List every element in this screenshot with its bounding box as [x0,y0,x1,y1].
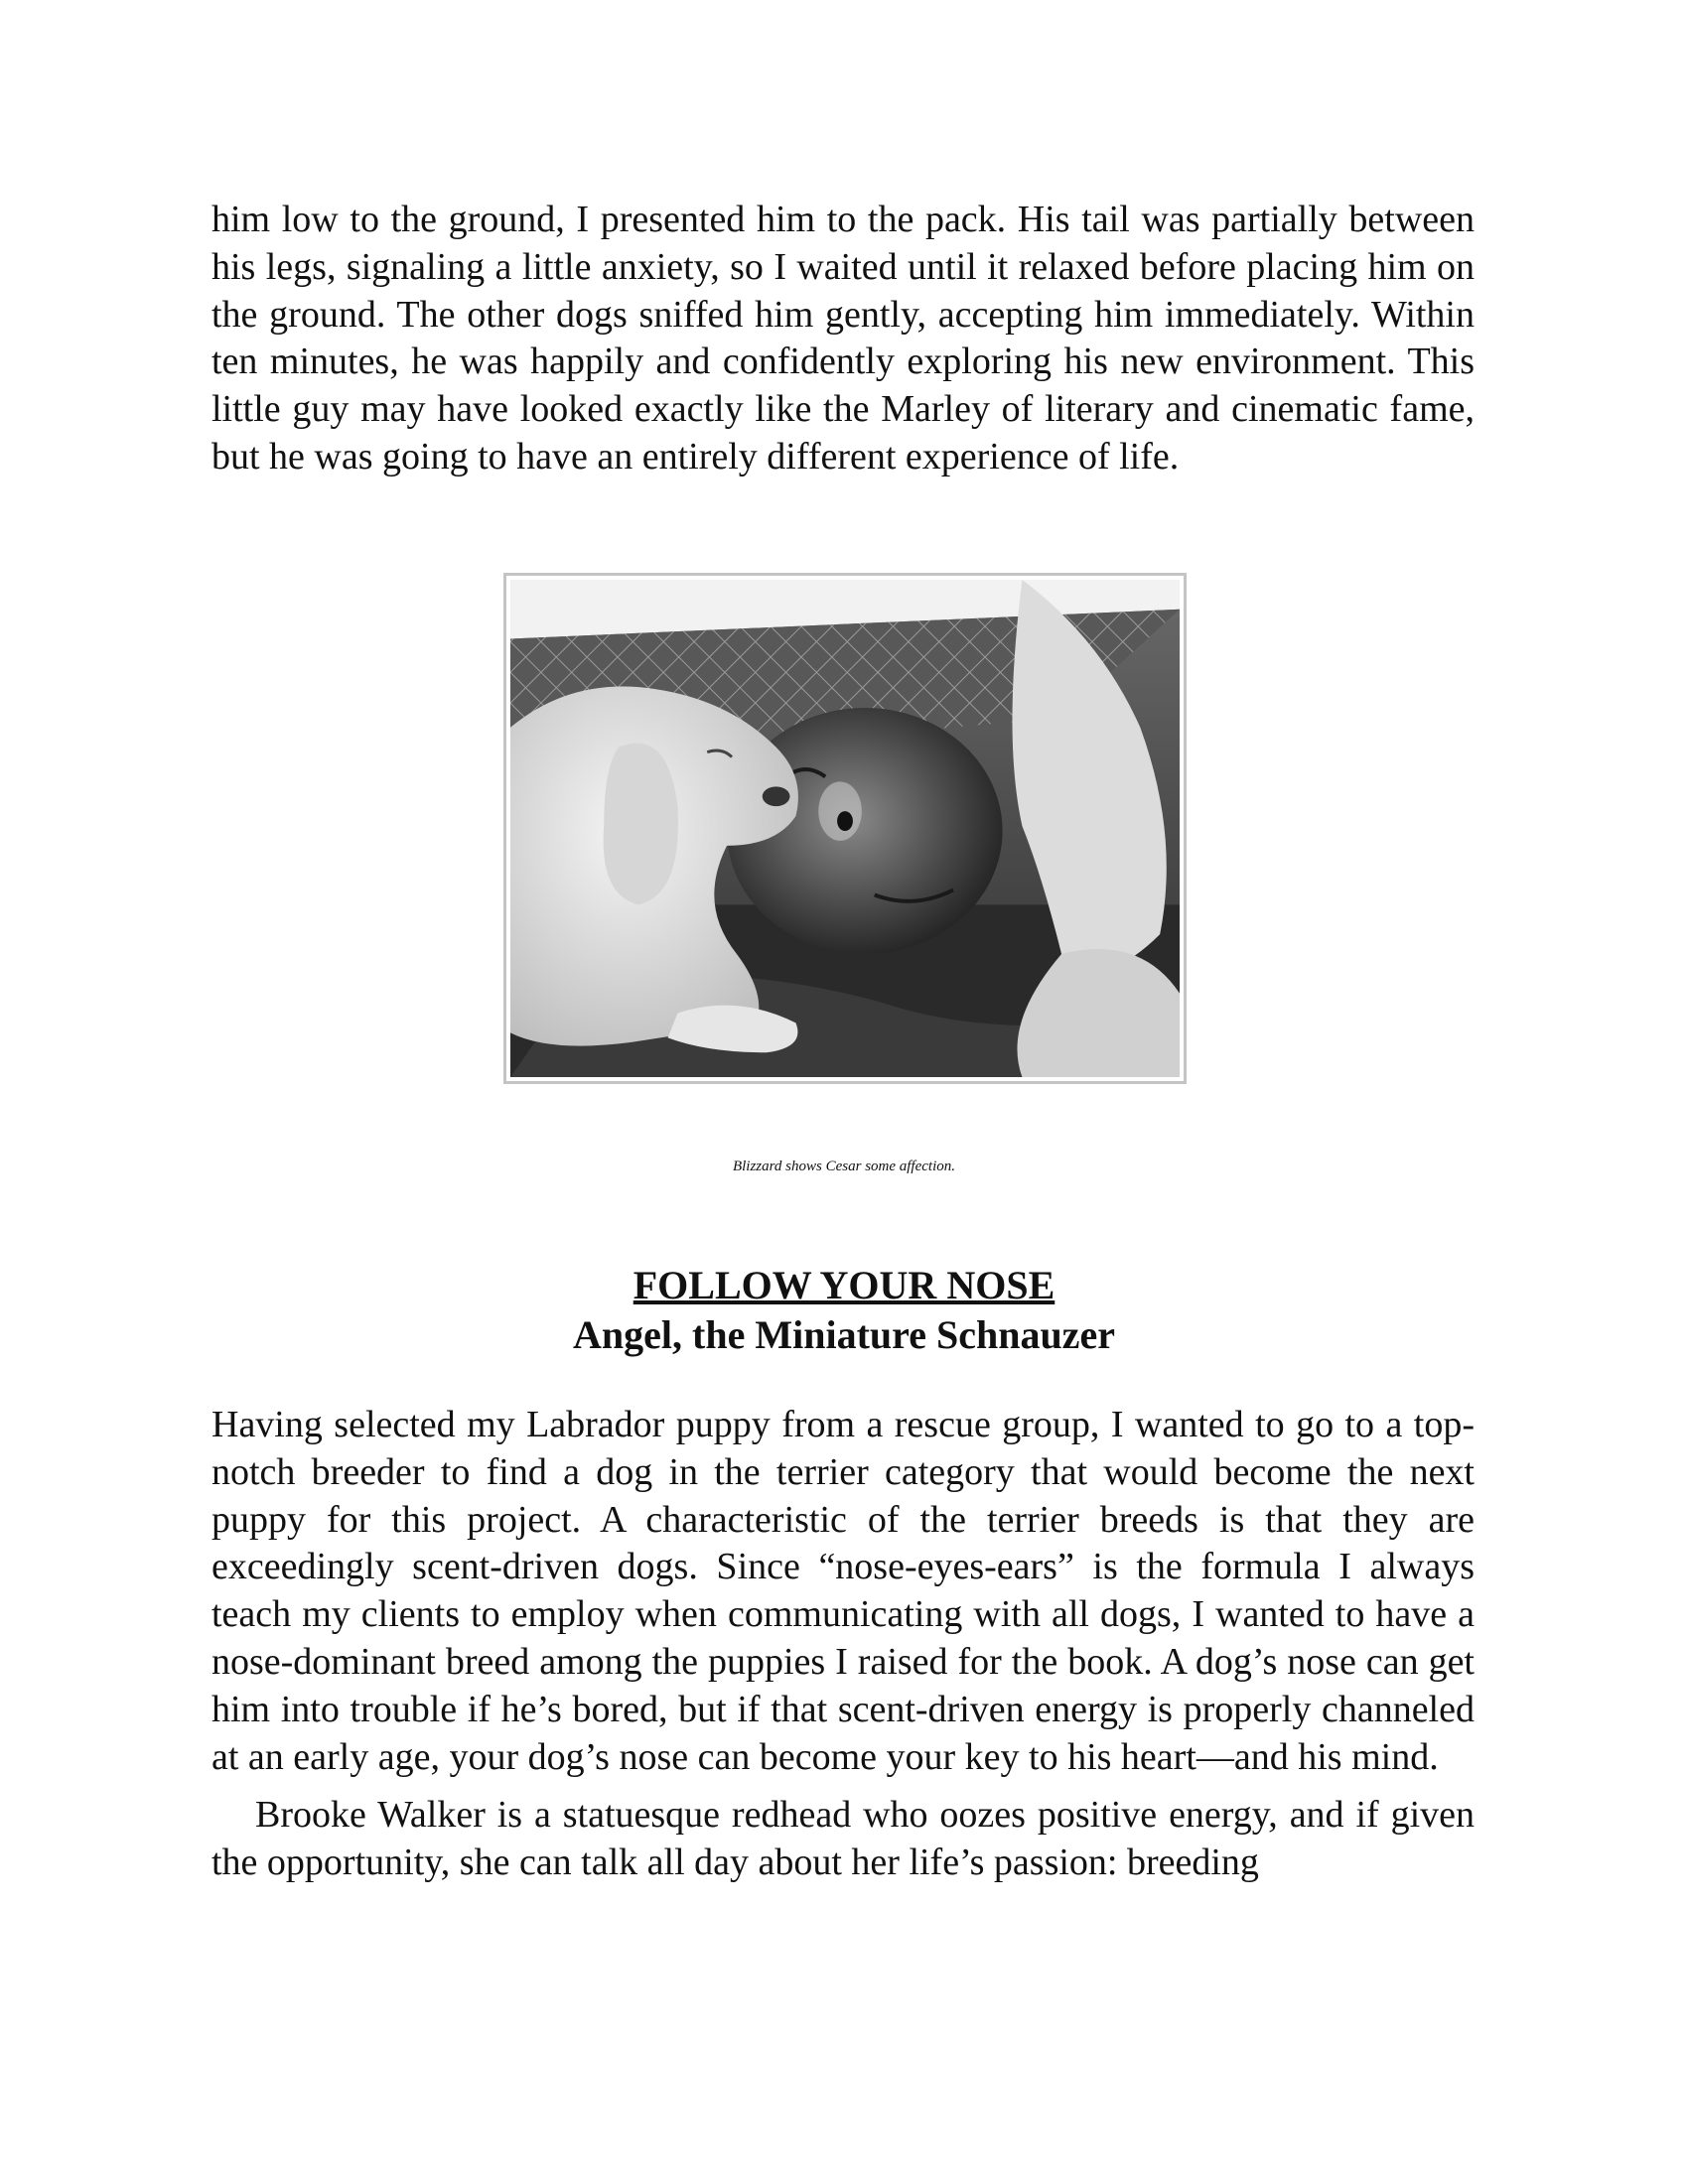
section-subtitle: Angel, the Miniature Schnauzer [573,1312,1115,1357]
page-body-bottom [211,1402,1475,1887]
section-heading [0,1261,1688,1360]
body-paragraph: Brooke Walker is a statuesque redhead who oozes positive energy, and if given the opportunity, she can talk all day about her life’s passion: breeding [211,1794,1475,1884]
page-body-top [211,197,1475,481]
photo-figure [503,573,1187,1084]
photo-caption: Blizzard shows Cesar some affection. [732,1159,956,1174]
puppy-licking-man-photo [510,580,1180,1077]
body-paragraph: Having selected my Labrador puppy from a rescue group, I wanted to go to a top-notch breeder to find a dog in the terrier category that would become the next puppy for this project. A characteristic of the terrier breeds is that they are exceedingly scent-driven dogs. Since “nose-eyes-ears” is the formula I always teach my clients to employ when communicating with all dogs, I wanted to have a nose-dominant breed among the puppies I raised for the book. A dog’s nose can get him into trouble if he’s bored, but if that scent-driven energy is properly channeled at an early age, your dog’s nose can become your key to his heart—and his mind. [211,1404,1475,1778]
body-paragraph: him low to the ground, I presented him to the pack. His tail was partially between his legs, signaling a little anxiety, so I waited until it relaxed before placing him on the ground. The other dogs sniffed him gently, accepting him immediately. Within ten minutes, he was happily and confidently exploring his new environment. This little guy may have looked exactly like the Marley of literary and cinematic fame, but he was going to have an entirely different experience of life. [211,199,1475,478]
section-title: FOLLOW YOUR NOSE [633,1263,1055,1307]
